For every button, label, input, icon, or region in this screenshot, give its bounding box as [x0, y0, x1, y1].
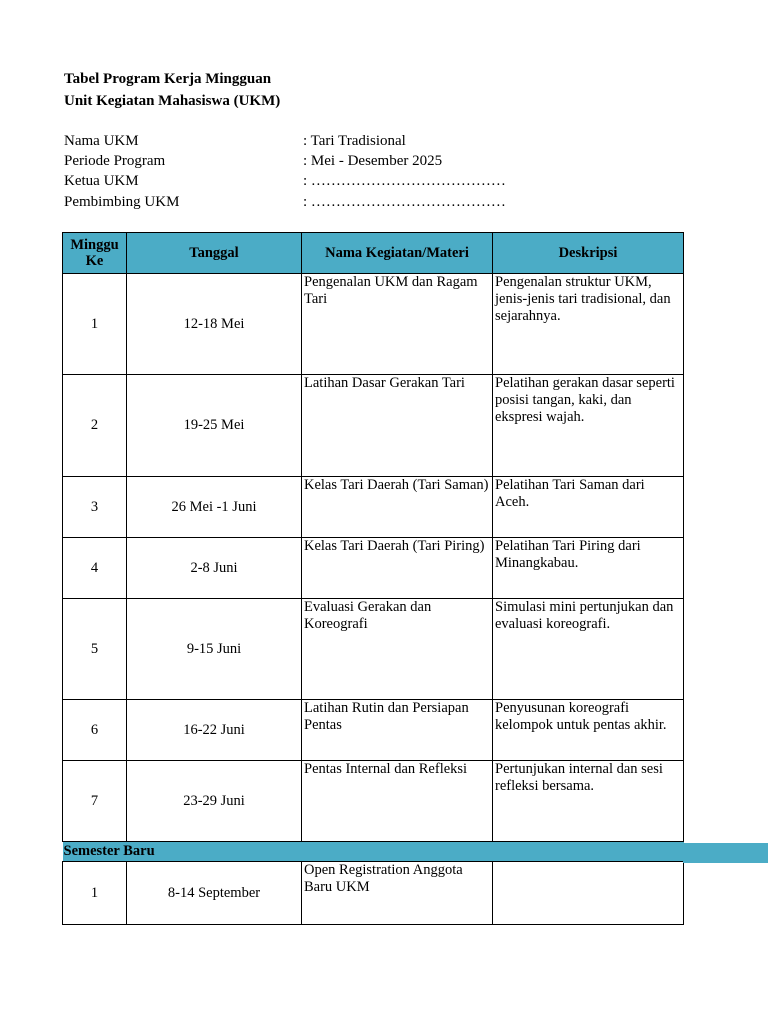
week-cell: 7: [63, 761, 127, 842]
activity-cell: Kelas Tari Daerah (Tari Saman): [302, 477, 493, 538]
date-cell: 19-25 Mei: [127, 375, 302, 477]
description-cell: [493, 862, 684, 925]
table-row: [63, 862, 684, 925]
info-value-ketua: : …………………………………: [303, 173, 506, 189]
info-value-periode: : Mei - Desember 2025: [303, 153, 443, 169]
table-row: [63, 538, 684, 599]
activity-cell: Latihan Rutin dan Persiapan Pentas: [302, 700, 493, 761]
header-date: Tanggal: [127, 233, 302, 274]
week-cell: 1: [63, 274, 127, 375]
table-row: [63, 477, 684, 538]
activity-cell: Evaluasi Gerakan dan Koreografi: [302, 599, 493, 700]
week-cell: 6: [63, 700, 127, 761]
header-description: Deskripsi: [493, 233, 684, 274]
activity-cell: Pengenalan UKM dan Ragam Tari: [302, 274, 493, 375]
week-cell: 5: [63, 599, 127, 700]
table-row: [63, 274, 684, 375]
week-cell: 1: [63, 862, 127, 925]
info-label-pembimbing: Pembimbing UKM: [64, 194, 180, 210]
semester-label: Semester Baru: [63, 842, 684, 862]
table-header-row: [63, 233, 684, 274]
date-cell: 8-14 September: [127, 862, 302, 925]
table-row: [63, 375, 684, 477]
week-cell: 4: [63, 538, 127, 599]
schedule-table: [62, 232, 684, 925]
date-cell: 2-8 Juni: [127, 538, 302, 599]
table-row: [63, 700, 684, 761]
date-cell: 26 Mei -1 Juni: [127, 477, 302, 538]
activity-cell: Kelas Tari Daerah (Tari Piring): [302, 538, 493, 599]
description-cell: Pengenalan struktur UKM, jenis-jenis tari tradisional, dan sejarahnya.: [493, 274, 684, 375]
info-label-periode: Periode Program: [64, 153, 166, 169]
info-label-ketua: Ketua UKM: [64, 173, 139, 189]
date-cell: 12-18 Mei: [127, 274, 302, 375]
activity-cell: Pentas Internal dan Refleksi: [302, 761, 493, 842]
description-cell: Penyusunan koreografi kelompok untuk pentas akhir.: [493, 700, 684, 761]
document-subtitle: Unit Kegiatan Mahasiswa (UKM): [64, 93, 281, 109]
activity-cell: Open Registration Anggota Baru UKM: [302, 862, 493, 925]
date-cell: 23-29 Juni: [127, 761, 302, 842]
description-cell: Simulasi mini pertunjukan dan evaluasi koreografi.: [493, 599, 684, 700]
info-value-nama-ukm: : Tari Tradisional: [303, 133, 406, 149]
info-value-pembimbing: : …………………………………: [303, 194, 506, 210]
activity-cell: Latihan Dasar Gerakan Tari: [302, 375, 493, 477]
week-cell: 3: [63, 477, 127, 538]
week-cell: 2: [63, 375, 127, 477]
description-cell: Pelatihan Tari Saman dari Aceh.: [493, 477, 684, 538]
description-cell: Pertunjukan internal dan sesi refleksi bersama.: [493, 761, 684, 842]
date-cell: 9-15 Juni: [127, 599, 302, 700]
semester-band-extension: [683, 843, 768, 863]
description-cell: Pelatihan Tari Piring dari Minangkabau.: [493, 538, 684, 599]
table-row: [63, 599, 684, 700]
description-cell: Pelatihan gerakan dasar seperti posisi tangan, kaki, dan ekspresi wajah.: [493, 375, 684, 477]
header-week: Minggu Ke: [63, 233, 127, 274]
document-title: Tabel Program Kerja Mingguan: [64, 71, 272, 87]
header-activity: Nama Kegiatan/Materi: [302, 233, 493, 274]
date-cell: 16-22 Juni: [127, 700, 302, 761]
info-label-nama-ukm: Nama UKM: [64, 133, 139, 149]
semester-divider-row: [63, 842, 684, 862]
table-row: [63, 761, 684, 842]
